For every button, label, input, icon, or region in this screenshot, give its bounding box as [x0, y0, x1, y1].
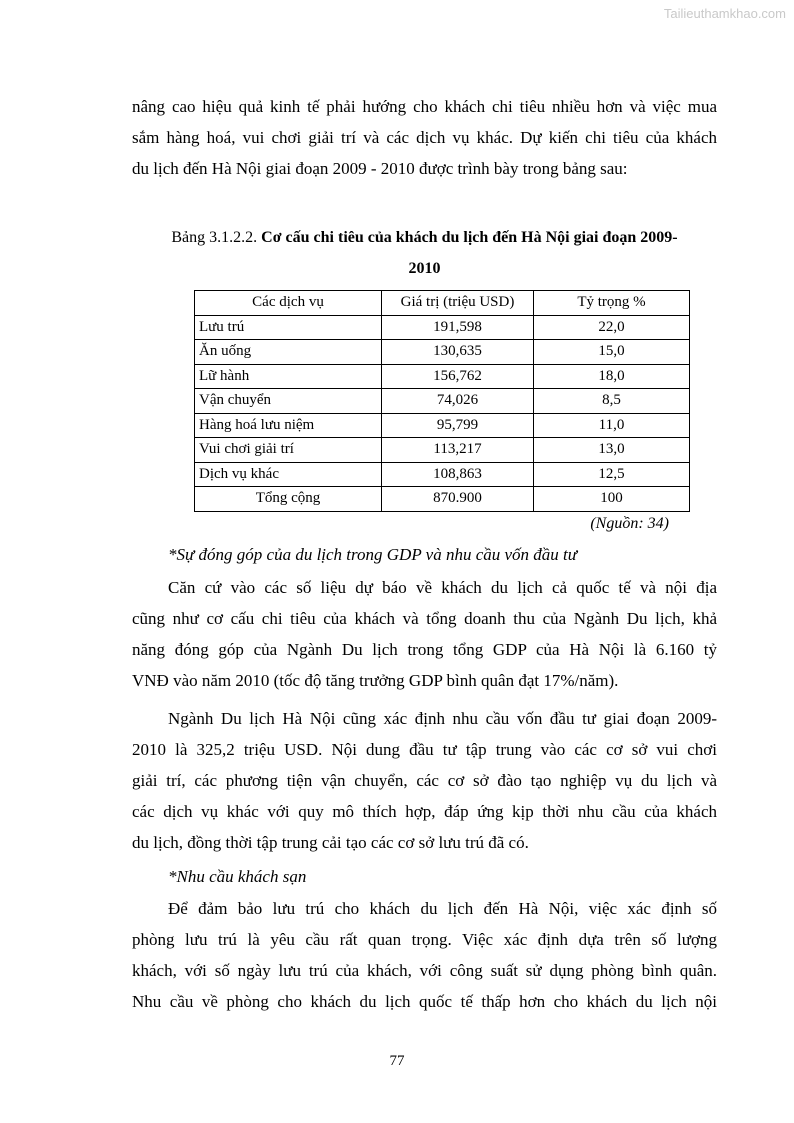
hotel-paragraph: [132, 893, 717, 1017]
cell-value: 113,217: [382, 438, 534, 463]
cell-share: 8,5: [534, 389, 690, 414]
investment-paragraph: [132, 703, 717, 858]
table-row: [195, 340, 690, 365]
cell-value: 191,598: [382, 315, 534, 340]
text-line: Nhu cầu về phòng cho khách du lịch quốc tế thấp hơn cho khách du lịch nội: [132, 992, 717, 1011]
cell-total-value: 870.900: [382, 487, 534, 512]
table-source: (Nguồn: 34): [590, 515, 669, 532]
cell-value: 130,635: [382, 340, 534, 365]
text-line: du lịch đến Hà Nội giai đoạn 2009 - 2010 được trình bày trong bảng sau:: [132, 159, 628, 178]
cell-service: Vui chơi giải trí: [195, 438, 382, 463]
text-line: nâng cao hiệu quả kinh tế phải hướng cho khách chi tiêu nhiều hơn và việc mua: [132, 97, 717, 116]
text-line: VNĐ vào năm 2010 (tốc độ tăng trưởng GDP bình quân đạt 17%/năm).: [132, 671, 619, 690]
column-header-share: Tỷ trọng %: [534, 291, 690, 316]
cell-service: Vận chuyển: [195, 389, 382, 414]
intro-paragraph: [132, 91, 717, 184]
cell-service: Lưu trú: [195, 315, 382, 340]
section-heading-gdp: *Sự đóng góp của du lịch trong GDP và nhu cầu vốn đầu tư: [168, 545, 578, 564]
text-line: khách, với số ngày lưu trú của khách, với công suất sử dụng phòng bình quân.: [132, 961, 717, 980]
table-caption-continued: [132, 253, 717, 284]
cell-share: 11,0: [534, 413, 690, 438]
text-line: Căn cứ vào các số liệu dự báo về khách du lịch cả quốc tế và nội địa: [168, 578, 717, 597]
cell-value: 74,026: [382, 389, 534, 414]
text-line: cũng như cơ cấu chi tiêu của khách và tổng doanh thu của Ngành Du lịch, khả: [132, 609, 717, 628]
section-heading-hotel: *Nhu cầu khách sạn: [168, 867, 307, 886]
text-line: Để đảm bảo lưu trú cho khách du lịch đến Hà Nội, việc xác định số: [168, 899, 717, 918]
cell-service: Ăn uống: [195, 340, 382, 365]
cell-value: 95,799: [382, 413, 534, 438]
table-caption-title: Cơ cấu chi tiêu của khách du lịch đến Hà Nội giai đoạn 2009-: [261, 229, 678, 246]
text-line: giải trí, các phương tiện vận chuyển, các cơ sở đào tạo nghiệp vụ du lịch và: [132, 771, 717, 790]
page-number: 77: [389, 1053, 405, 1069]
text-line: Ngành Du lịch Hà Nội cũng xác định nhu cầu vốn đầu tư giai đoạn 2009-: [168, 709, 717, 728]
text-line: sắm hàng hoá, vui chơi giải trí và các dịch vụ khác. Dự kiến chi tiêu của khách: [132, 128, 717, 147]
cell-service: Lữ hành: [195, 364, 382, 389]
table-row: [195, 389, 690, 414]
cell-service: Dịch vụ khác: [195, 462, 382, 487]
cell-share: 15,0: [534, 340, 690, 365]
text-line: du lịch, đồng thời tập trung cải tạo các cơ sở lưu trú đã có.: [132, 833, 529, 852]
table-row: [195, 438, 690, 463]
text-line: phòng lưu trú là yêu cầu rất quan trọng. Việc xác định dựa trên số lượng: [132, 930, 717, 949]
text-line: các dịch vụ khác với quy mô thích hợp, đáp ứng kịp thời nhu cầu của khách: [132, 802, 717, 821]
cell-value: 156,762: [382, 364, 534, 389]
cell-service: Hàng hoá lưu niệm: [195, 413, 382, 438]
watermark: Tailieuthamkhao.com: [663, 6, 786, 21]
spending-table: [194, 290, 690, 512]
table-caption-title-end: 2010: [408, 260, 441, 277]
cell-value: 108,863: [382, 462, 534, 487]
table-row: [195, 364, 690, 389]
text-line: 2010 là 325,2 triệu USD. Nội dung đầu tư tập trung vào các cơ sở vui chơi: [132, 740, 717, 759]
cell-share: 18,0: [534, 364, 690, 389]
cell-share: 22,0: [534, 315, 690, 340]
column-header-value: Giá trị (triệu USD): [382, 291, 534, 316]
table-caption: [132, 222, 717, 253]
cell-total-share: 100: [534, 487, 690, 512]
column-header-service: Các dịch vụ: [195, 291, 382, 316]
cell-share: 13,0: [534, 438, 690, 463]
table-row: [195, 413, 690, 438]
text-line: năng đóng góp của Ngành Du lịch trong tổng GDP của Hà Nội là 6.160 tỷ: [132, 640, 717, 659]
table-row: [195, 462, 690, 487]
cell-share: 12,5: [534, 462, 690, 487]
table-total-row: [195, 487, 690, 512]
gdp-paragraph: [132, 572, 717, 696]
table-row: [195, 315, 690, 340]
table-caption-prefix: Bảng 3.1.2.2.: [171, 229, 262, 246]
table-header-row: [195, 291, 690, 316]
cell-total-label: Tổng cộng: [195, 487, 382, 512]
